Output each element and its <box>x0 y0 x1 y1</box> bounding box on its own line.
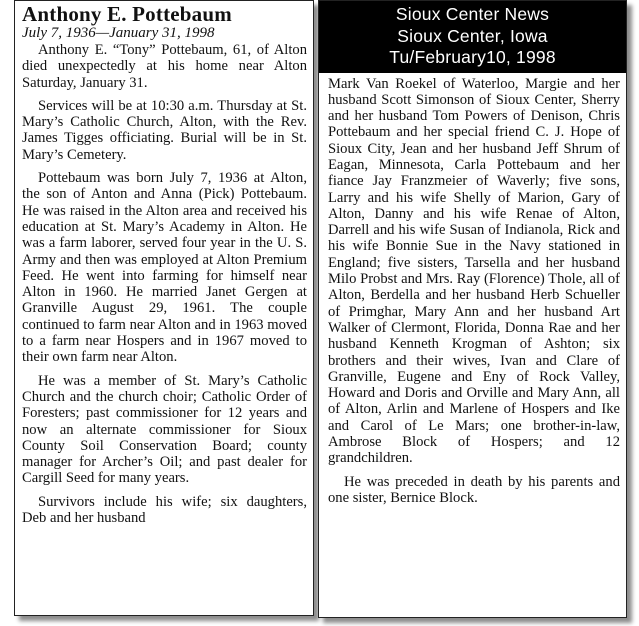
obituary-headline: Anthony E. Pottebaum <box>22 2 232 26</box>
newspaper-source-banner <box>319 1 626 73</box>
newspaper-location: Sioux Center, Iowa <box>397 25 548 46</box>
obituary-clipping-right <box>318 0 627 618</box>
obituary-clipping-left <box>14 0 314 616</box>
obituary-paragraph: Pottebaum was born July 7, 1936 at Alton, the son of Anton and Anna (Pick) Pottebaum. He was raised in the Alton area and received his education at St. Mary’s Academy in Alton. He was a farm laborer, served four year in the U. S. Army and then was employed at Alton Premium Feed. He went into farming for himself near Alton in 1960. He married Janet Gergen at Granville August 29, 1961. The couple continued to farm near Alton and in 1963 moved to a farm near Hospers and in 1967 moved to their own farm near Alton. <box>22 170 307 366</box>
newspaper-date: Tu/February10, 1998 <box>389 47 556 67</box>
obituary-dates: July 7, 1936—January 31, 1998 <box>22 25 215 41</box>
obituary-paragraph: Mark Van Roekel of Waterloo, Margie and her husband Scott Simonson of Sioux Center, Sherry and her husband Tom Powers of Denison, Chris Pottebaum and her special friend C. J. Hope of Sioux City, Jean and her husband Jeff Shrum of Eagan, Minnesota, Carla Pottebaum and her fiance Jay Franzmeier of Waverly; five sons, Larry and his wife Shelly of Marion, Gary of Alton, Danny and his wife Renae of Alton, Darrell and his wife Susan of Indianola, Rick and his wife Bonnie Sue in the Navy stationed in England; five sisters, Tarsella and her husband Milo Probst and Mrs. Ray (Florence) Thole, all of Alton, Berdella and her husband Herb Schueller of Primghar, Mary Ann and her husband Art Walker of Clermont, Florida, Donna Rae and her husband Kenneth Krogman of Ashton; six brothers and their wives, Ivan and Clare of Granville, Eugene and Eny of Rock Valley, Howard and Doris and Orville and Mary Ann, all of Alton, Arlin and Marlene of Hospers and Ike and Carol of Le Mars; one brother-in-law, Ambrose Block of Hospers; and 12 grandchildren. <box>328 75 620 467</box>
obituary-paragraph: Survivors include his wife; six daughters, Deb and her husband <box>22 493 307 527</box>
newspaper-name: Sioux Center News <box>395 4 550 24</box>
obituary-paragraph: He was preceded in death by his parents and one sister, Bernice Block. <box>328 473 620 506</box>
obituary-column-right <box>319 73 626 507</box>
obituary-paragraph: Anthony E. “Tony” Pottebaum, 61, of Alton died unexpectedly at his home near Alton Saturday, January 31. <box>22 42 307 91</box>
obituary-column-left <box>15 3 313 526</box>
obituary-paragraph: He was a member of St. Mary’s Catholic Church and the church choir; Catholic Order of Foresters; past commissioner for 12 years and now an alternate commissioner for Sioux County Soil Conservation Board; county manager for Archer’s Oil; and past dealer for Cargill Seed for many years. <box>22 372 307 487</box>
obituary-paragraph: Services will be at 10:30 a.m. Thursday at St. Mary’s Catholic Church, Alton, with the Rev. James Tigges officiating. Burial will be in St. Mary’s Cemetery. <box>22 97 307 163</box>
